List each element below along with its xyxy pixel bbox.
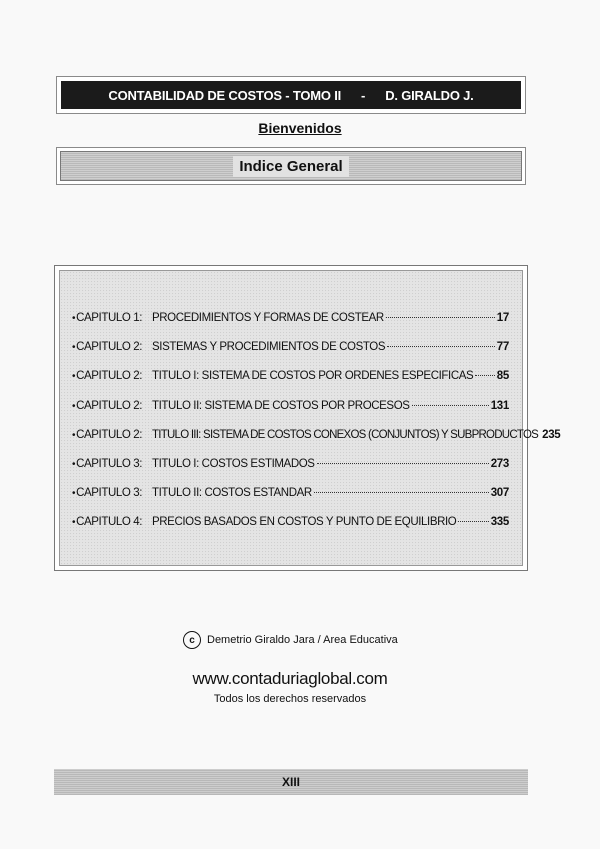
dot-leader — [317, 463, 489, 464]
toc-chapter-label: CAPITULO 3: — [76, 457, 143, 470]
toc-chapter — [72, 429, 150, 441]
toc-title: PROCEDIMIENTOS Y FORMAS DE COSTEAR — [152, 312, 384, 324]
toc-title: TITULO I: COSTOS ESTIMADOS — [152, 457, 315, 470]
toc-entry[interactable] — [60, 400, 522, 429]
bullet-icon: • — [72, 313, 76, 324]
copyright-text: Demetrio Giraldo Jara / Area Educativa — [207, 634, 398, 646]
toc-entry[interactable] — [60, 458, 522, 487]
table-of-contents — [60, 312, 561, 546]
toc-title: TITULO II: COSTOS ESTANDAR — [152, 487, 312, 500]
toc-chapter — [72, 458, 150, 470]
bullet-icon: • — [72, 342, 76, 354]
toc-title: TITULO III: SISTEMA DE COSTOS CONEXOS (CONJUNTOS) Y SUBPRODUCTOS — [152, 428, 539, 441]
toc-chapter-label: CAPITULO 1: — [76, 312, 143, 324]
toc-chapter-label: CAPITULO 2: — [76, 370, 143, 383]
dot-leader — [387, 346, 495, 347]
copyright-line — [183, 631, 398, 649]
toc-entry[interactable] — [60, 516, 522, 545]
toc-title: TITULO I: SISTEMA DE COSTOS POR ORDENES ESPECIFICAS — [152, 370, 474, 383]
author-name: D. GIRALDO J. — [385, 87, 474, 103]
bullet-icon: • — [72, 429, 76, 441]
toc-chapter — [72, 341, 150, 353]
toc-entry[interactable] — [60, 341, 522, 370]
dot-leader — [412, 405, 489, 406]
toc-title: PRECIOS BASADOS EN COSTOS Y PUNTO DE EQUILIBRIO — [152, 516, 457, 529]
bullet-icon: • — [72, 371, 76, 383]
bullet-icon: • — [72, 458, 76, 470]
toc-page-number: 235 — [542, 428, 561, 441]
bullet-icon: • — [72, 488, 76, 500]
toc-chapter — [72, 400, 150, 412]
footer-bar — [54, 769, 528, 795]
toc-chapter — [72, 487, 150, 499]
table-of-contents-frame — [54, 265, 561, 571]
header-frame — [56, 76, 526, 114]
toc-chapter — [72, 370, 150, 382]
table-of-contents-panel — [59, 270, 561, 566]
header-separator: - — [361, 87, 366, 103]
welcome-heading: Bienvenidos — [258, 120, 342, 136]
toc-page-number: 17 — [496, 312, 509, 324]
dot-leader — [386, 317, 495, 318]
toc-entry[interactable] — [60, 428, 561, 458]
toc-chapter-label: CAPITULO 2: — [76, 399, 143, 412]
index-title-frame — [56, 147, 526, 185]
toc-title: SISTEMAS Y PROCEDIMIENTOS DE COSTOS — [152, 341, 386, 354]
index-title-bar — [60, 151, 522, 181]
bullet-icon: • — [72, 400, 76, 412]
toc-chapter-label: CAPITULO 2: — [76, 428, 143, 441]
toc-page-number: 335 — [490, 516, 509, 529]
toc-chapter-label: CAPITULO 2: — [76, 341, 143, 354]
toc-chapter-label: CAPITULO 3: — [76, 487, 143, 500]
index-title: Indice General — [233, 156, 348, 177]
toc-entry[interactable] — [60, 312, 522, 341]
bullet-icon: • — [72, 517, 76, 529]
toc-page-number: 307 — [490, 487, 509, 500]
toc-page-number: 85 — [496, 370, 509, 383]
toc-title: TITULO II: SISTEMA DE COSTOS POR PROCESOS — [152, 399, 410, 412]
copyright-icon: c — [183, 631, 201, 649]
toc-page-number: 273 — [490, 457, 509, 470]
toc-entry[interactable] — [60, 487, 522, 516]
dot-leader — [314, 492, 489, 493]
toc-entry[interactable] — [60, 370, 522, 399]
toc-page-number: 131 — [490, 399, 509, 412]
toc-page-number: 77 — [496, 341, 509, 354]
toc-chapter — [72, 516, 150, 528]
dot-leader — [458, 521, 488, 522]
dot-leader — [475, 375, 495, 376]
website-link[interactable]: www.contaduriaglobal.com — [192, 669, 388, 688]
toc-chapter-label: CAPITULO 4: — [76, 516, 143, 529]
book-title: CONTABILIDAD DE COSTOS - TOMO II — [108, 87, 342, 103]
toc-chapter — [72, 312, 150, 324]
rights-text: Todos los derechos reservados — [213, 693, 367, 705]
page-number: XIII — [281, 775, 300, 789]
header-bar — [61, 81, 521, 109]
